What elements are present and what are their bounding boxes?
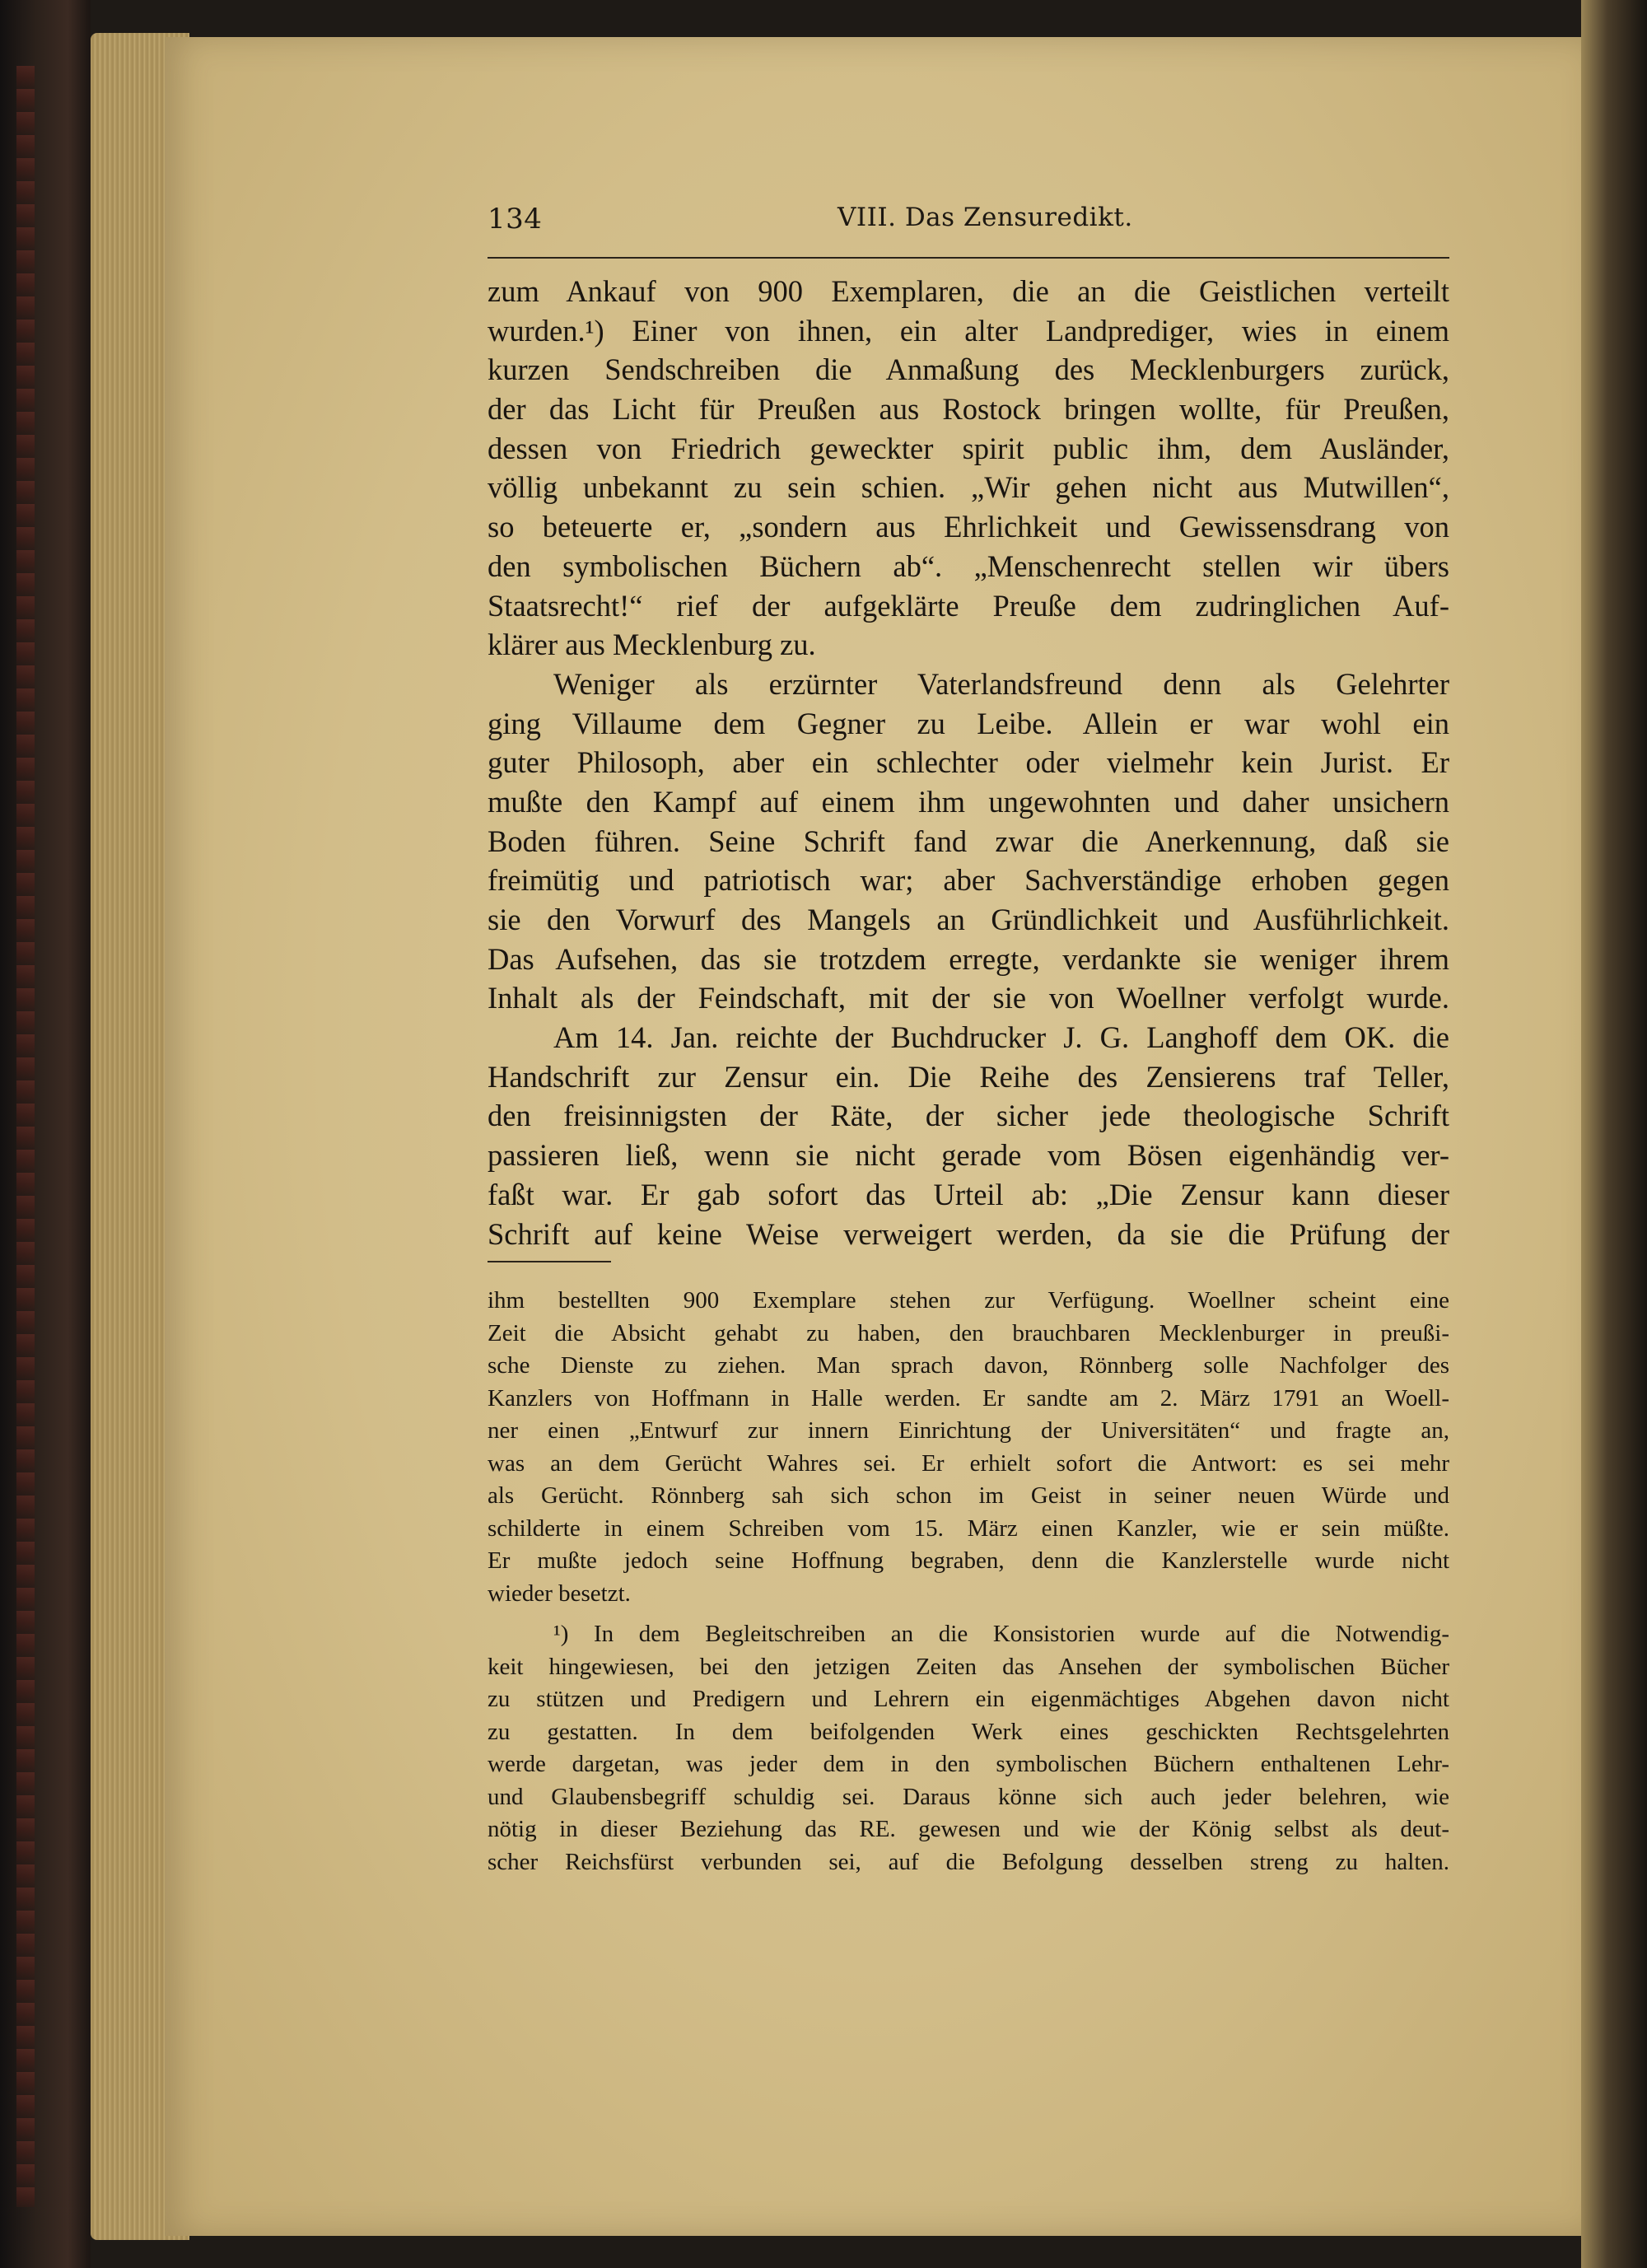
body-line: Schrift auf keine Weise verweigert werden, da sie die Prüfung der [488,1216,1449,1251]
body-line: kurzen Sendschreiben die Anmaßung des Mecklenburgers zurück, [488,352,1449,387]
footnote-line: zu stützen und Predigern und Lehrern ein eigenmächtiges Abgehen davon nicht [488,1686,1449,1712]
body-line: sie den Vorwurf des Mangels an Gründlichkeit und Ausführlichkeit. [488,903,1449,936]
body-line: dessen von Friedrich geweckter spirit public ihm, dem Ausländer, [488,431,1449,465]
body-line: mußte den Kampf auf einem ihm ungewohnten und daher unsichern [488,784,1449,819]
footnote-line: werde dargetan, was jeder dem in den symbolischen Büchern enthaltenen Lehr- [488,1751,1449,1777]
body-line: völlig unbekannt zu sein schien. „Wir gehen nicht aus Mutwillen“, [488,470,1449,505]
footnote-rule [488,1261,611,1262]
book-binding-right [1581,0,1647,2268]
body-line: Inhalt als der Feindschaft, mit der sie von Woellner verfolgt wurde. [488,981,1449,1015]
body-line: klärer aus Mecklenburg zu. [488,628,816,662]
body-line: Handschrift zur Zensur ein. Die Reihe des Zensierens traf Teller, [488,1059,1449,1094]
body-text [488,272,1449,1253]
footnote-line: ihm bestellten 900 Exemplare stehen zur Verfügung. Woellner scheint eine [488,1287,1449,1314]
paragraph-start-line: Weniger als erzürnter Vaterlandsfreund denn als Gelehrter [553,666,1449,701]
running-head [488,203,1449,244]
body-line: freimütig und patriotisch war; aber Sachverständige erhoben gegen [488,863,1449,898]
header-rule [488,257,1449,259]
body-line: zum Ankauf von 900 Exemplaren, die an die Geistlichen verteilt [488,274,1449,308]
body-line: passieren ließ, wenn sie nicht gerade vom Bösen eigenhändig ver- [488,1138,1449,1173]
body-line: so beteuerte er, „sondern aus Ehrlichkeit und Gewissensdrang von [488,510,1449,544]
footnote-continued [488,1285,1449,1610]
footnote-line: wieder besetzt. [488,1580,631,1607]
footnote-line: und Glaubensbegriff schuldig sei. Daraus könne sich auch jeder belehren, wie [488,1783,1449,1810]
body-line: guter Philosoph, aber ein schlechter oder vielmehr kein Jurist. Er [488,745,1449,780]
footnote-line: keit hingewiesen, bei den jetzigen Zeiten das Ansehen der symbolischen Bücher [488,1653,1449,1680]
body-line: Das Aufsehen, das sie trotzdem erregte, verdankte sie weniger ihrem [488,941,1449,976]
footnote-line: Zeit die Absicht gehabt zu haben, den brauchbaren Mecklenburger in preußi- [488,1319,1449,1346]
body-line: faßt war. Er gab sofort das Urteil ab: „Die Zensur kann dieser [488,1177,1449,1211]
footnote-line: nötig in dieser Beziehung das RE. gewesen und wie der König selbst als deut- [488,1816,1449,1842]
book-binding-left [0,0,91,2268]
footnote-line: was an dem Gerücht Wahres sei. Er erhielt sofort die Antwort: es sei mehr [488,1449,1449,1477]
body-line: Staatsrecht!“ rief der aufgeklärte Preuße dem zudringlichen Auf- [488,588,1449,623]
body-line: den symbolischen Büchern ab“. „Menschenrecht stellen wir übers [488,548,1449,583]
body-line: den freisinnigsten der Räte, der sicher jede theologische Schrift [488,1099,1449,1133]
body-line: Boden führen. Seine Schrift fand zwar die Anerkennung, daß sie [488,824,1449,858]
footnote-line: schilderte in einem Schreiben vom 15. März einen Kanzler, wie er sein müßte. [488,1514,1449,1542]
footnote-line: scher Reichsfürst verbunden sei, auf die Befolgung desselben streng zu halten. [488,1848,1449,1875]
body-line: der das Licht für Preußen aus Rostock bringen wollte, für Preußen, [488,392,1449,427]
paragraph-start-line: Am 14. Jan. reichte der Buchdrucker J. G. Langhoff dem OK. die [553,1020,1449,1055]
footnote-line: als Gerücht. Rönnberg sah sich schon im Geist in seiner neuen Würde und [488,1482,1449,1509]
body-line: wurden.¹) Einer von ihnen, ein alter Landprediger, wies in einem [488,313,1449,348]
footnote-line: ner einen „Entwurf zur innern Einrichtung der Universitäten“ und fragte an, [488,1417,1449,1444]
footnote-line: Kanzlers von Hoffmann in Halle werden. Er sandte am 2. März 1791 an Woell- [488,1384,1449,1412]
body-line: ging Villaume dem Gegner zu Leibe. Allein er war wohl ein [488,706,1449,740]
footnote-1 [488,1618,1449,1878]
footnote-line: sche Dienste zu ziehen. Man sprach davon, Rönnberg solle Nachfolger des [488,1352,1449,1379]
chapter-title: VIII. Das Zensuredikt. [837,203,1133,232]
page-number: 134 [488,203,543,236]
footnote-line: zu gestatten. In dem beifolgenden Werk eines geschickten Rechtsgelehrten [488,1718,1449,1745]
footnote-line: Er mußte jedoch seine Hoffnung begraben, denn die Kanzlerstelle wurde nicht [488,1547,1449,1574]
footnote-line: ¹) In dem Begleitschreiben an die Konsistorien wurde auf die Notwendig- [553,1621,1449,1647]
